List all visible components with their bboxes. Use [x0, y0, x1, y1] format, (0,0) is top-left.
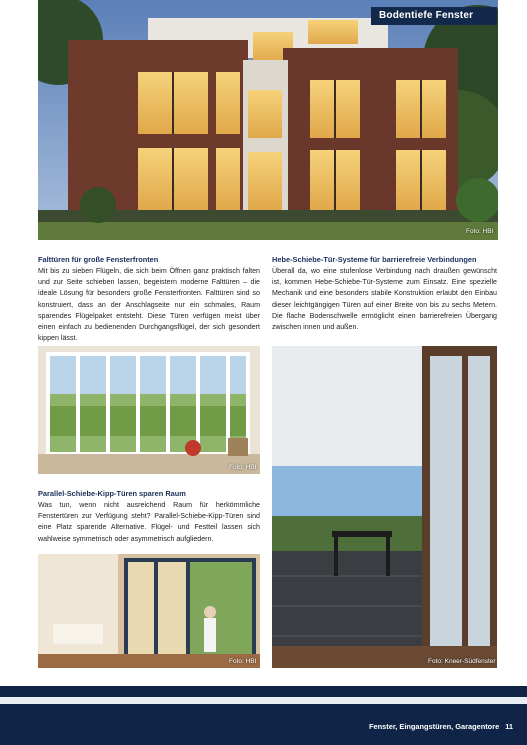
folding-door-illustration — [38, 346, 260, 474]
liftslide-photo-credit: Foto: Kneer-Südfenster — [428, 658, 496, 665]
hero-house-photo — [38, 0, 498, 240]
hero-house-illustration — [38, 0, 498, 240]
section-label: Bodentiefe Fenster — [371, 7, 497, 25]
footer — [369, 722, 513, 731]
footer-band — [0, 686, 527, 745]
liftslide-text: Überall da, wo eine stufenlose Verbindung nach draußen gewünscht ist, kommen Hebe-Schiebe-Tür-Systeme zum Einsatz. Eine spezielle Mechanik und eine besonders stabile Konstruktion erlaubt den Einbau dieser leichtgängigen Türen auf einer Breite von bis zu sechs Metern. Die flache Bodenschwelle ermöglicht einen barrierefreien Übergang zwischen innen und außen. — [272, 267, 497, 332]
parallel-text: Was tun, wenn nicht ausreichend Raum für herkömmliche Fenstertüren zur Verfügung steht? Parallel-Schiebe-Kipp-Türen sind eine Platz sparende Alternative. Flügel- und Festteil lassen sich wahlweise symmetrisch oder asymmetrisch aufgliedern. — [38, 501, 260, 543]
folding-photo-credit: Foto: HBI — [229, 464, 257, 471]
liftslide-photo — [272, 346, 497, 668]
footer-title: Fenster, Eingangstüren, Garagentore — [369, 722, 500, 731]
folding-door-photo — [38, 346, 260, 474]
page-number: 11 — [505, 722, 513, 731]
parallel-heading: Parallel-Schiebe-Kipp-Türen sparen Raum — [38, 489, 186, 498]
hero-photo-credit: Foto: HBI — [466, 228, 494, 235]
folding-heading: Falttüren für große Fensterfronten — [38, 255, 159, 264]
folding-text: Mit bis zu sieben Flügeln, die sich beim Öffnen ganz praktisch falten und zur Seite schieben lassen, begeistern moderne Falttüren – die ideale Lösung für besonders große Fensterfronten. Falttüren sind so konstruiert, dass an der Anschlagseite nur ein schmales, Raum sparendes Flügelpaket entsteht. Diese Türen verfügen meist über einen einfach zu bedienenden Durchgangsflügel, der sich gesondert kippen lässt. — [38, 267, 260, 343]
parallel-photo-credit: Foto: HBI — [229, 658, 257, 665]
parallel-door-illustration — [38, 554, 260, 668]
liftslide-heading: Hebe-Schiebe-Tür-Systeme für barrierefreie Verbindungen — [272, 255, 477, 264]
parallel-door-photo — [38, 554, 260, 668]
liftslide-illustration — [272, 346, 497, 668]
footer-stripe — [0, 697, 527, 704]
